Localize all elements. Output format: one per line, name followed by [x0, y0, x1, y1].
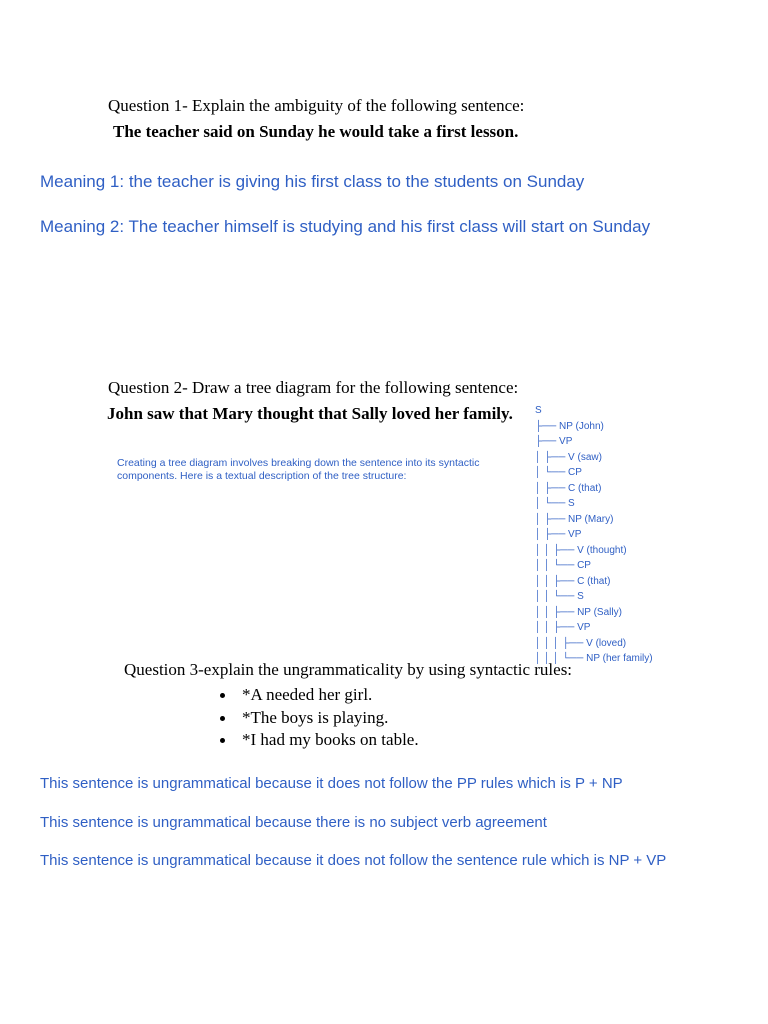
tree-line: │ ├── NP (Mary)	[535, 513, 614, 525]
q3-item-text: *I had my books on table.	[242, 730, 419, 749]
q1-meaning-1: Meaning 1: the teacher is giving his first class to the students on Sunday	[40, 172, 585, 191]
list-item	[220, 684, 419, 707]
list-item	[220, 707, 419, 730]
tree-line: │ │ │ ├── V (loved)	[535, 637, 627, 649]
q1-prompt: Question 1- Explain the ambiguity of the following sentence:	[108, 96, 525, 115]
tree-line: │ │ ├── C (that)	[535, 575, 611, 587]
q3-answer-1: This sentence is ungrammatical because it does not follow the PP rules which is P + NP	[40, 775, 623, 792]
bullet-icon	[220, 738, 225, 743]
tree-line: │ ├── VP	[535, 529, 582, 540]
q3-item-text: *A needed her girl.	[242, 685, 373, 704]
q2-prompt: Question 2- Draw a tree diagram for the following sentence:	[108, 378, 519, 397]
q1-sentence: The teacher said on Sunday he would take a first lesson.	[113, 122, 519, 141]
tree-line: │ │ ├── V (thought)	[535, 544, 627, 556]
tree-diagram	[535, 403, 653, 667]
q3-answer-3: This sentence is ungrammatical because it does not follow the sentence rule which is NP + VP	[40, 852, 667, 869]
q3-sentence-list	[220, 684, 419, 752]
q2-sentence: John saw that Mary thought that Sally loved her family.	[107, 404, 513, 423]
tree-line: ├── VP	[535, 436, 573, 447]
tree-line: │ ├── C (that)	[535, 482, 602, 494]
tree-line: │ │ ├── VP	[535, 622, 591, 633]
q1-meaning-2: Meaning 2: The teacher himself is studying and his first class will start on Sunday	[40, 217, 651, 236]
tree-line: ├── NP (John)	[535, 420, 604, 432]
q3-item-text: *The boys is playing.	[242, 707, 389, 727]
tree-line: │ │ │ └── NP (her family)	[535, 653, 653, 664]
tree-line: S	[535, 405, 542, 416]
q3-answer-2: This sentence is ungrammatical because there is no subject verb agreement	[40, 814, 547, 831]
tree-line: │ │ ├── NP (Sally)	[535, 606, 622, 618]
tree-line: │ │ └── CP	[535, 560, 591, 571]
q2-note: Creating a tree diagram involves breaking down the sentence into its syntactic components. Here is a textual description of the tree structure:	[117, 457, 480, 482]
tree-line: │ └── S	[535, 498, 575, 509]
tree-line: │ │ └── S	[535, 591, 584, 602]
bullet-icon	[220, 693, 225, 698]
bullet-icon	[220, 716, 225, 721]
q3-prompt: Question 3-explain the ungrammaticality by using syntactic rules:	[124, 660, 573, 679]
list-item	[220, 729, 419, 752]
tree-line: │ └── CP	[535, 467, 582, 478]
tree-line: │ ├── V (saw)	[535, 451, 602, 463]
